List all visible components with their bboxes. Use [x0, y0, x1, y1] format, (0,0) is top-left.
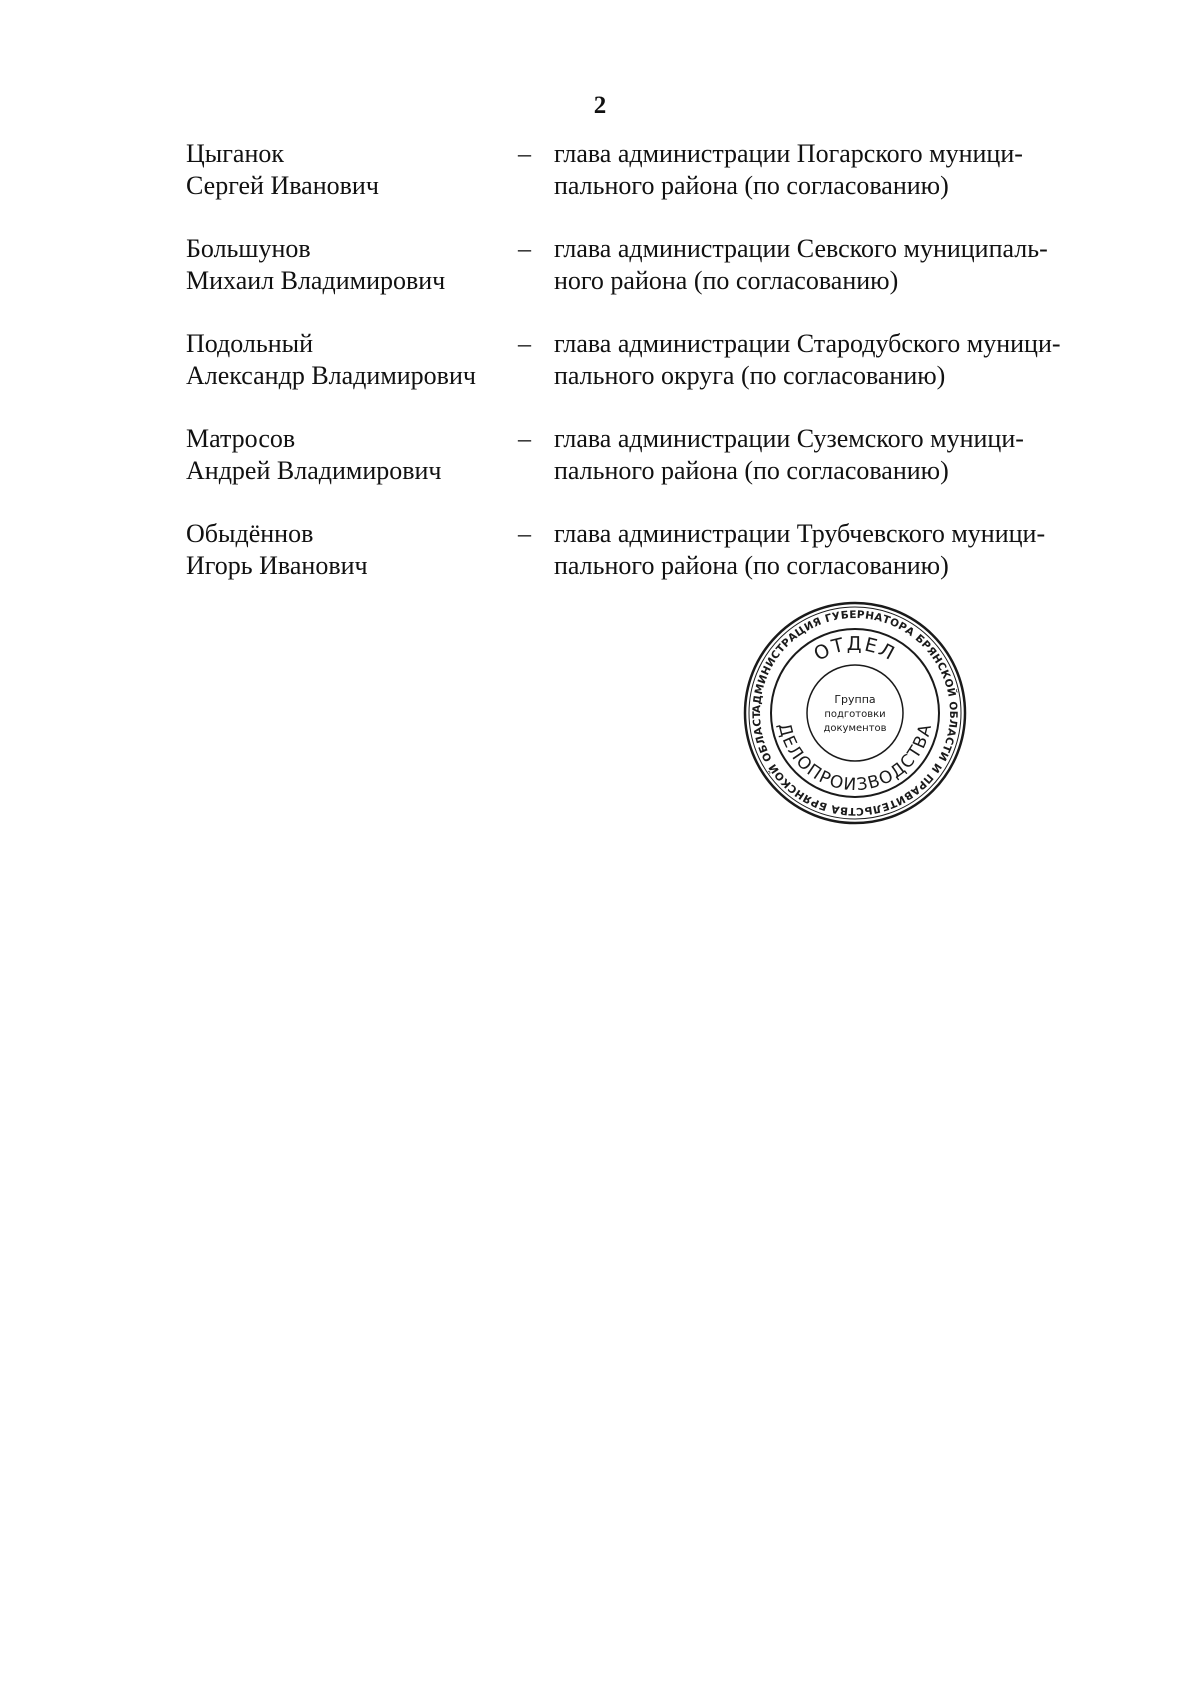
stamp-bottom-word: ДЕЛОПРОИЗВОДСТВА: [773, 720, 937, 796]
member-position: [554, 138, 1114, 202]
position-line: пального района (по согласованию): [554, 171, 949, 200]
position-line: глава администрации Суземского муници-: [554, 424, 1024, 453]
dash-separator: –: [518, 139, 531, 168]
member-position: [554, 328, 1114, 392]
list-item: [0, 518, 1200, 613]
official-stamp: [742, 600, 968, 826]
dash-separator: –: [518, 424, 531, 453]
position-line: глава администрации Стародубского муници-: [554, 329, 1061, 358]
member-name: [186, 518, 506, 582]
position-line: пального района (по согласованию): [554, 456, 949, 485]
member-position: [554, 233, 1114, 297]
member-position: [554, 518, 1114, 582]
member-name: [186, 423, 506, 487]
stamp-ring-text: АДМИНИСТРАЦИЯ ГУБЕРНАТОРА БРЯНСКОЙ ОБЛАСТИ И ПРАВИТЕЛЬСТВА БРЯНСКОЙ ОБЛАСТ: [750, 608, 960, 818]
member-name: [186, 138, 506, 202]
member-surname: Подольный: [186, 329, 314, 358]
stamp-center-line: подготовки: [824, 709, 886, 720]
dash-separator: –: [518, 329, 531, 358]
position-line: пального округа (по согласованию): [554, 361, 946, 390]
member-position: [554, 423, 1114, 487]
member-name: [186, 328, 506, 392]
members-list: [0, 138, 1200, 613]
list-item: [0, 328, 1200, 423]
dash-separator: –: [518, 519, 531, 548]
position-line: ного района (по согласованию): [554, 266, 899, 295]
member-given-names: Игорь Иванович: [186, 551, 368, 580]
list-item: [0, 233, 1200, 328]
member-given-names: Михаил Владимирович: [186, 266, 446, 295]
member-given-names: Андрей Владимирович: [186, 456, 442, 485]
member-name: [186, 233, 506, 297]
stamp-center-line: Группа: [834, 693, 876, 706]
position-line: глава администрации Севского муниципаль-: [554, 234, 1048, 263]
position-line: глава администрации Трубчевского муници-: [554, 519, 1046, 548]
position-line: глава администрации Погарского муници-: [554, 139, 1023, 168]
stamp-seal-icon: [742, 600, 968, 826]
member-surname: Большунов: [186, 234, 311, 263]
stamp-top-word: ОТДЕЛ: [810, 632, 900, 666]
stamp-center-line: документов: [823, 723, 887, 734]
member-surname: Обыдённов: [186, 519, 314, 548]
list-item: [0, 138, 1200, 233]
position-line: пального района (по согласованию): [554, 551, 949, 580]
member-surname: Цыганок: [186, 139, 284, 168]
list-item: [0, 423, 1200, 518]
member-given-names: Александр Владимирович: [186, 361, 476, 390]
member-given-names: Сергей Иванович: [186, 171, 379, 200]
dash-separator: –: [518, 234, 531, 263]
page-number: 2: [593, 92, 607, 119]
member-surname: Матросов: [186, 424, 296, 453]
